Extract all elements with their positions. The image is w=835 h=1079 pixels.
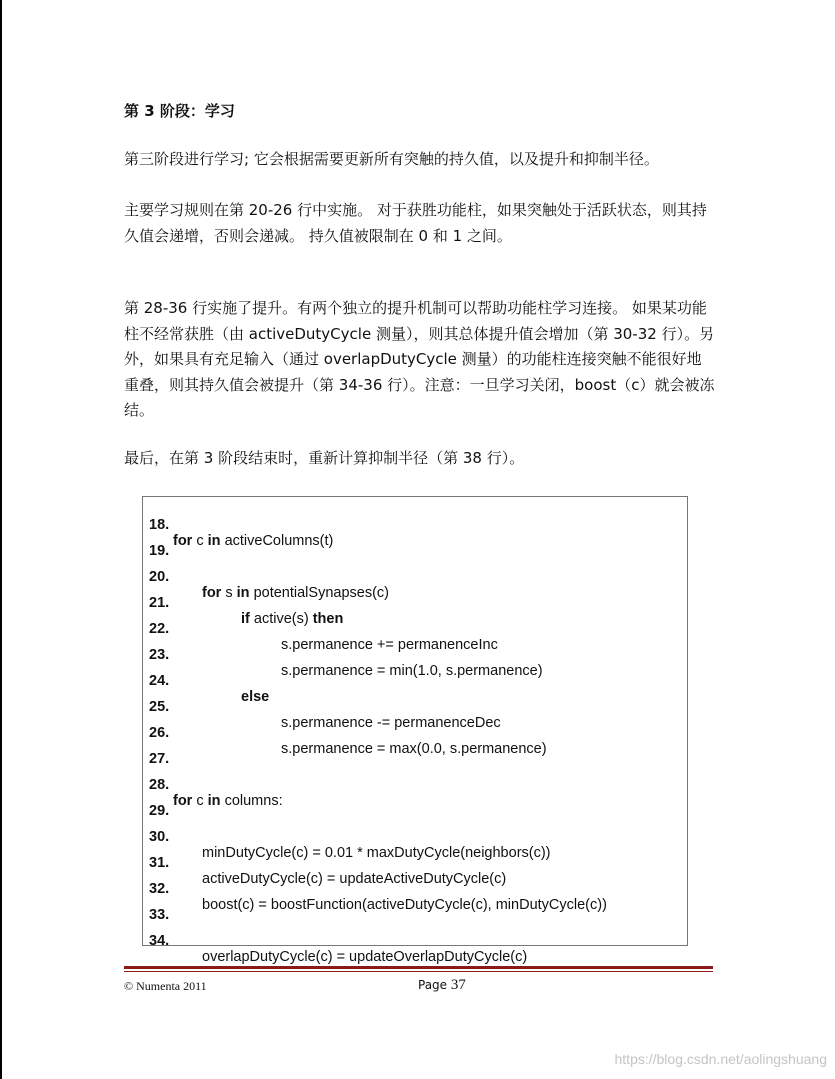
code-line xyxy=(143,683,687,731)
code-line xyxy=(143,579,687,627)
paragraph-learning-rule: 主要学习规则在第 20-26 行中实施。 对于获胜功能柱，如果突触处于活跃状态，则其持久值会递增，否则会递减。 持久值被限制在 0 和 1 之间。 xyxy=(124,201,707,245)
code-text: s.permanence += permanenceInc xyxy=(281,637,498,653)
line-number: 26. xyxy=(149,725,170,741)
code-line xyxy=(143,891,687,923)
watermark: https://blog.csdn.net/aolingshuang xyxy=(614,1051,827,1067)
keyword: for xyxy=(202,585,222,601)
line-number: 25. xyxy=(149,699,170,715)
keyword: else xyxy=(241,689,270,705)
code-line xyxy=(143,761,687,809)
line-number: 29. xyxy=(149,803,170,819)
code-line xyxy=(143,657,687,705)
code-line xyxy=(143,553,687,601)
keyword: in xyxy=(207,793,221,809)
footer-copyright: © Numenta 2011 xyxy=(124,979,207,993)
keyword: for xyxy=(173,793,193,809)
code-text: minDutyCycle(c) = 0.01 * maxDutyCycle(neighbors(c)) xyxy=(202,845,551,861)
code-line xyxy=(143,865,687,913)
line-number: 31. xyxy=(149,855,170,871)
code-text: s.permanence = max(0.0, s.permanence) xyxy=(281,741,547,757)
line-number: 20. xyxy=(149,569,170,585)
code-text: s.permanence = min(1.0, s.permanence) xyxy=(281,663,543,679)
keyword: in xyxy=(236,585,250,601)
pseudocode-box xyxy=(142,496,688,965)
line-number: 21. xyxy=(149,595,170,611)
code-line xyxy=(143,917,687,965)
line-number: 32. xyxy=(149,881,170,897)
keyword: if xyxy=(241,611,250,627)
code-token: activeColumns(t) xyxy=(220,533,334,549)
code-token: c xyxy=(192,533,208,549)
keyword: in xyxy=(207,533,221,549)
footer-rule-thin xyxy=(124,971,713,972)
paragraph-boosting: 第 28-36 行实施了提升。有两个独立的提升机制可以帮助功能柱学习连接。 如果某功能柱不经常获胜（由 activeDutyCycle 测量），则其总体提升值会增加（第 30-32 行）。另外，如果具有充足输入（通过 overlapDutyCycle 测量）的功能柱连接突触不能很好地重叠，则其持久值会被提升（第 34-36 行）。注意：一旦学习关闭，boost（c）就会被冻结。 xyxy=(124,299,715,419)
line-number: 23. xyxy=(149,647,170,663)
code-line xyxy=(143,605,687,653)
line-number: 30. xyxy=(149,829,170,845)
footer-page-number xyxy=(418,977,466,994)
code-token: c xyxy=(192,793,208,809)
line-number: 24. xyxy=(149,673,170,689)
page-number: 37 xyxy=(450,977,466,993)
code-text: overlapDutyCycle(c) = updateOverlapDutyCycle(c) xyxy=(202,949,528,965)
code-line xyxy=(143,501,687,549)
code-line xyxy=(143,527,687,559)
page-left-border xyxy=(0,0,2,1079)
code-line xyxy=(143,813,687,861)
code-token: columns: xyxy=(220,793,283,809)
code-token: active(s) xyxy=(249,611,313,627)
code-line xyxy=(143,839,687,887)
code-text: boost(c) = boostFunction(activeDutyCycle(c), minDutyCycle(c)) xyxy=(202,897,607,913)
line-number: 34. xyxy=(149,933,170,949)
paragraph-intro: 第三阶段进行学习; 它会根据需要更新所有突触的持久值，以及提升和抑制半径。 xyxy=(124,150,659,168)
code-line xyxy=(143,631,687,679)
line-number: 22. xyxy=(149,621,170,637)
keyword: then xyxy=(312,611,344,627)
line-number: 27. xyxy=(149,751,170,767)
line-number: 18. xyxy=(149,517,170,533)
line-number: 19. xyxy=(149,543,170,559)
section-heading: 第 3 阶段：学习 xyxy=(124,102,235,120)
code-line xyxy=(143,735,687,767)
code-line xyxy=(143,787,687,819)
footer-rule xyxy=(124,966,713,969)
code-text: activeDutyCycle(c) = updateActiveDutyCycle(c) xyxy=(202,871,507,887)
code-token: potentialSynapses(c) xyxy=(249,585,389,601)
code-token: s xyxy=(221,585,237,601)
page-label: Page xyxy=(418,978,448,992)
code-text: s.permanence -= permanenceDec xyxy=(281,715,501,731)
keyword: for xyxy=(173,533,193,549)
code-line xyxy=(143,709,687,757)
line-number: 28. xyxy=(149,777,170,793)
paragraph-inhibition: 最后，在第 3 阶段结束时，重新计算抑制半径（第 38 行）。 xyxy=(124,449,525,467)
line-number: 33. xyxy=(149,907,170,923)
